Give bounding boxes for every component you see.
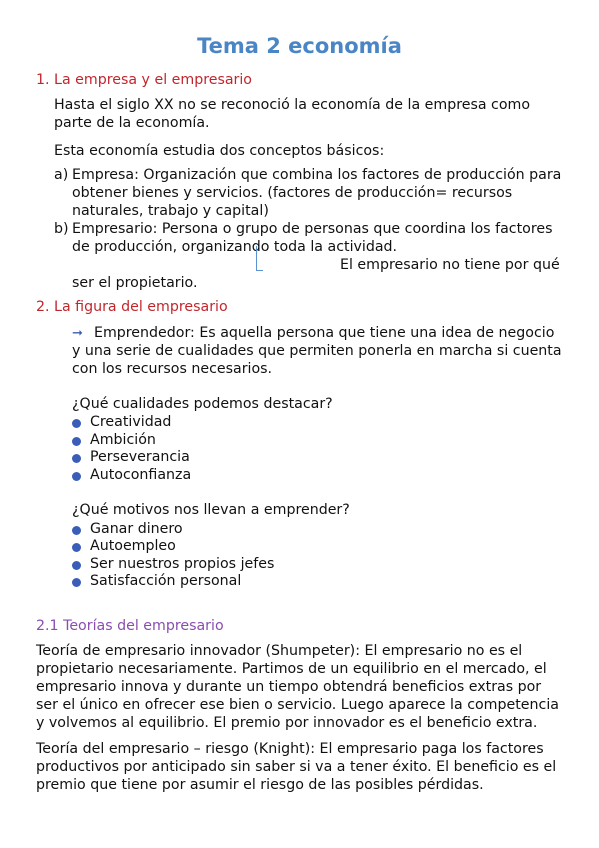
text-cursor-marker (256, 246, 263, 271)
bullet-icon (72, 454, 81, 463)
bullet-icon (72, 526, 81, 535)
bullet-icon (72, 437, 81, 446)
quality-item: Perseverancia (90, 449, 190, 465)
bullet-icon (72, 419, 81, 428)
section-1-heading: 1. La empresa y el empresario (36, 72, 252, 88)
motive-item: Ser nuestros propios jefes (90, 556, 275, 572)
theory-2-line: Teoría del empresario – riesgo (Knight): El empresario paga los factores (36, 741, 544, 757)
item-b-line: ser el propietario. (72, 275, 198, 291)
qualities-question: ¿Qué cualidades podemos destacar? (72, 396, 333, 412)
item-a-line: obtener bienes y servicios. (factores de producción= recursos (72, 185, 513, 201)
item-b-line: de producción, organizando toda la actividad. (72, 239, 398, 255)
theory-1-line: empresario innova y durante un tiempo obtendrá beneficios extras por (36, 679, 542, 695)
motives-question: ¿Qué motivos nos llevan a emprender? (72, 502, 350, 518)
entrepreneur-line: Emprendedor: Es aquella persona que tiene una idea de negocio (94, 325, 555, 341)
para-1-line: parte de la economía. (54, 115, 210, 131)
motive-item: Autoempleo (90, 538, 176, 554)
item-a-marker: a) (54, 167, 69, 183)
theory-2-line: productivos por anticipado sin saber si va a tener éxito. El beneficio es el (36, 759, 557, 775)
item-b-marker: b) (54, 221, 69, 237)
quality-item: Autoconfianza (90, 467, 192, 483)
entrepreneur-line: con los recursos necesarios. (72, 361, 273, 377)
bullet-icon (72, 472, 81, 481)
bullet-icon (72, 578, 81, 587)
theory-1-line: Teoría de empresario innovador (Shumpeter): El empresario no es el (36, 643, 523, 659)
theory-2-line: premio que tiene por asumir el riesgo de las posibles pérdidas. (36, 777, 484, 793)
arrow-right-icon: ➞ (72, 326, 83, 341)
motive-item: Ganar dinero (90, 521, 183, 537)
entrepreneur-line: y una serie de cualidades que permiten ponerla en marcha si cuenta (72, 343, 562, 359)
quality-item: Creatividad (90, 414, 172, 430)
theory-1-line: propietario necesariamente. Partimos de un equilibrio en el mercado, el (36, 661, 547, 677)
theory-1-line: y volvemos al equilibrio. El premio por innovador es el beneficio extra. (36, 715, 538, 731)
para-2: Esta economía estudia dos conceptos básicos: (54, 143, 385, 159)
bullet-icon (72, 543, 81, 552)
item-b-line: El empresario no tiene por qué (340, 257, 560, 273)
theory-1-line: ser el único en ofrecer ese bien o servicio. Luego aparece la competencia (36, 697, 559, 713)
motive-item: Satisfacción personal (90, 573, 242, 589)
quality-item: Ambición (90, 432, 156, 448)
section-2-heading: 2. La figura del empresario (36, 299, 228, 315)
section-2-1-heading: 2.1 Teorías del empresario (36, 618, 224, 634)
para-1-line: Hasta el siglo XX no se reconoció la economía de la empresa como (54, 97, 531, 113)
item-a-line: Empresa: Organización que combina los factores de producción para (72, 167, 562, 183)
item-a-line: naturales, trabajo y capital) (72, 203, 269, 219)
bullet-icon (72, 561, 81, 570)
item-b-line: Empresario: Persona o grupo de personas que coordina los factores (72, 221, 553, 237)
page-title: Tema 2 economía (197, 34, 402, 58)
